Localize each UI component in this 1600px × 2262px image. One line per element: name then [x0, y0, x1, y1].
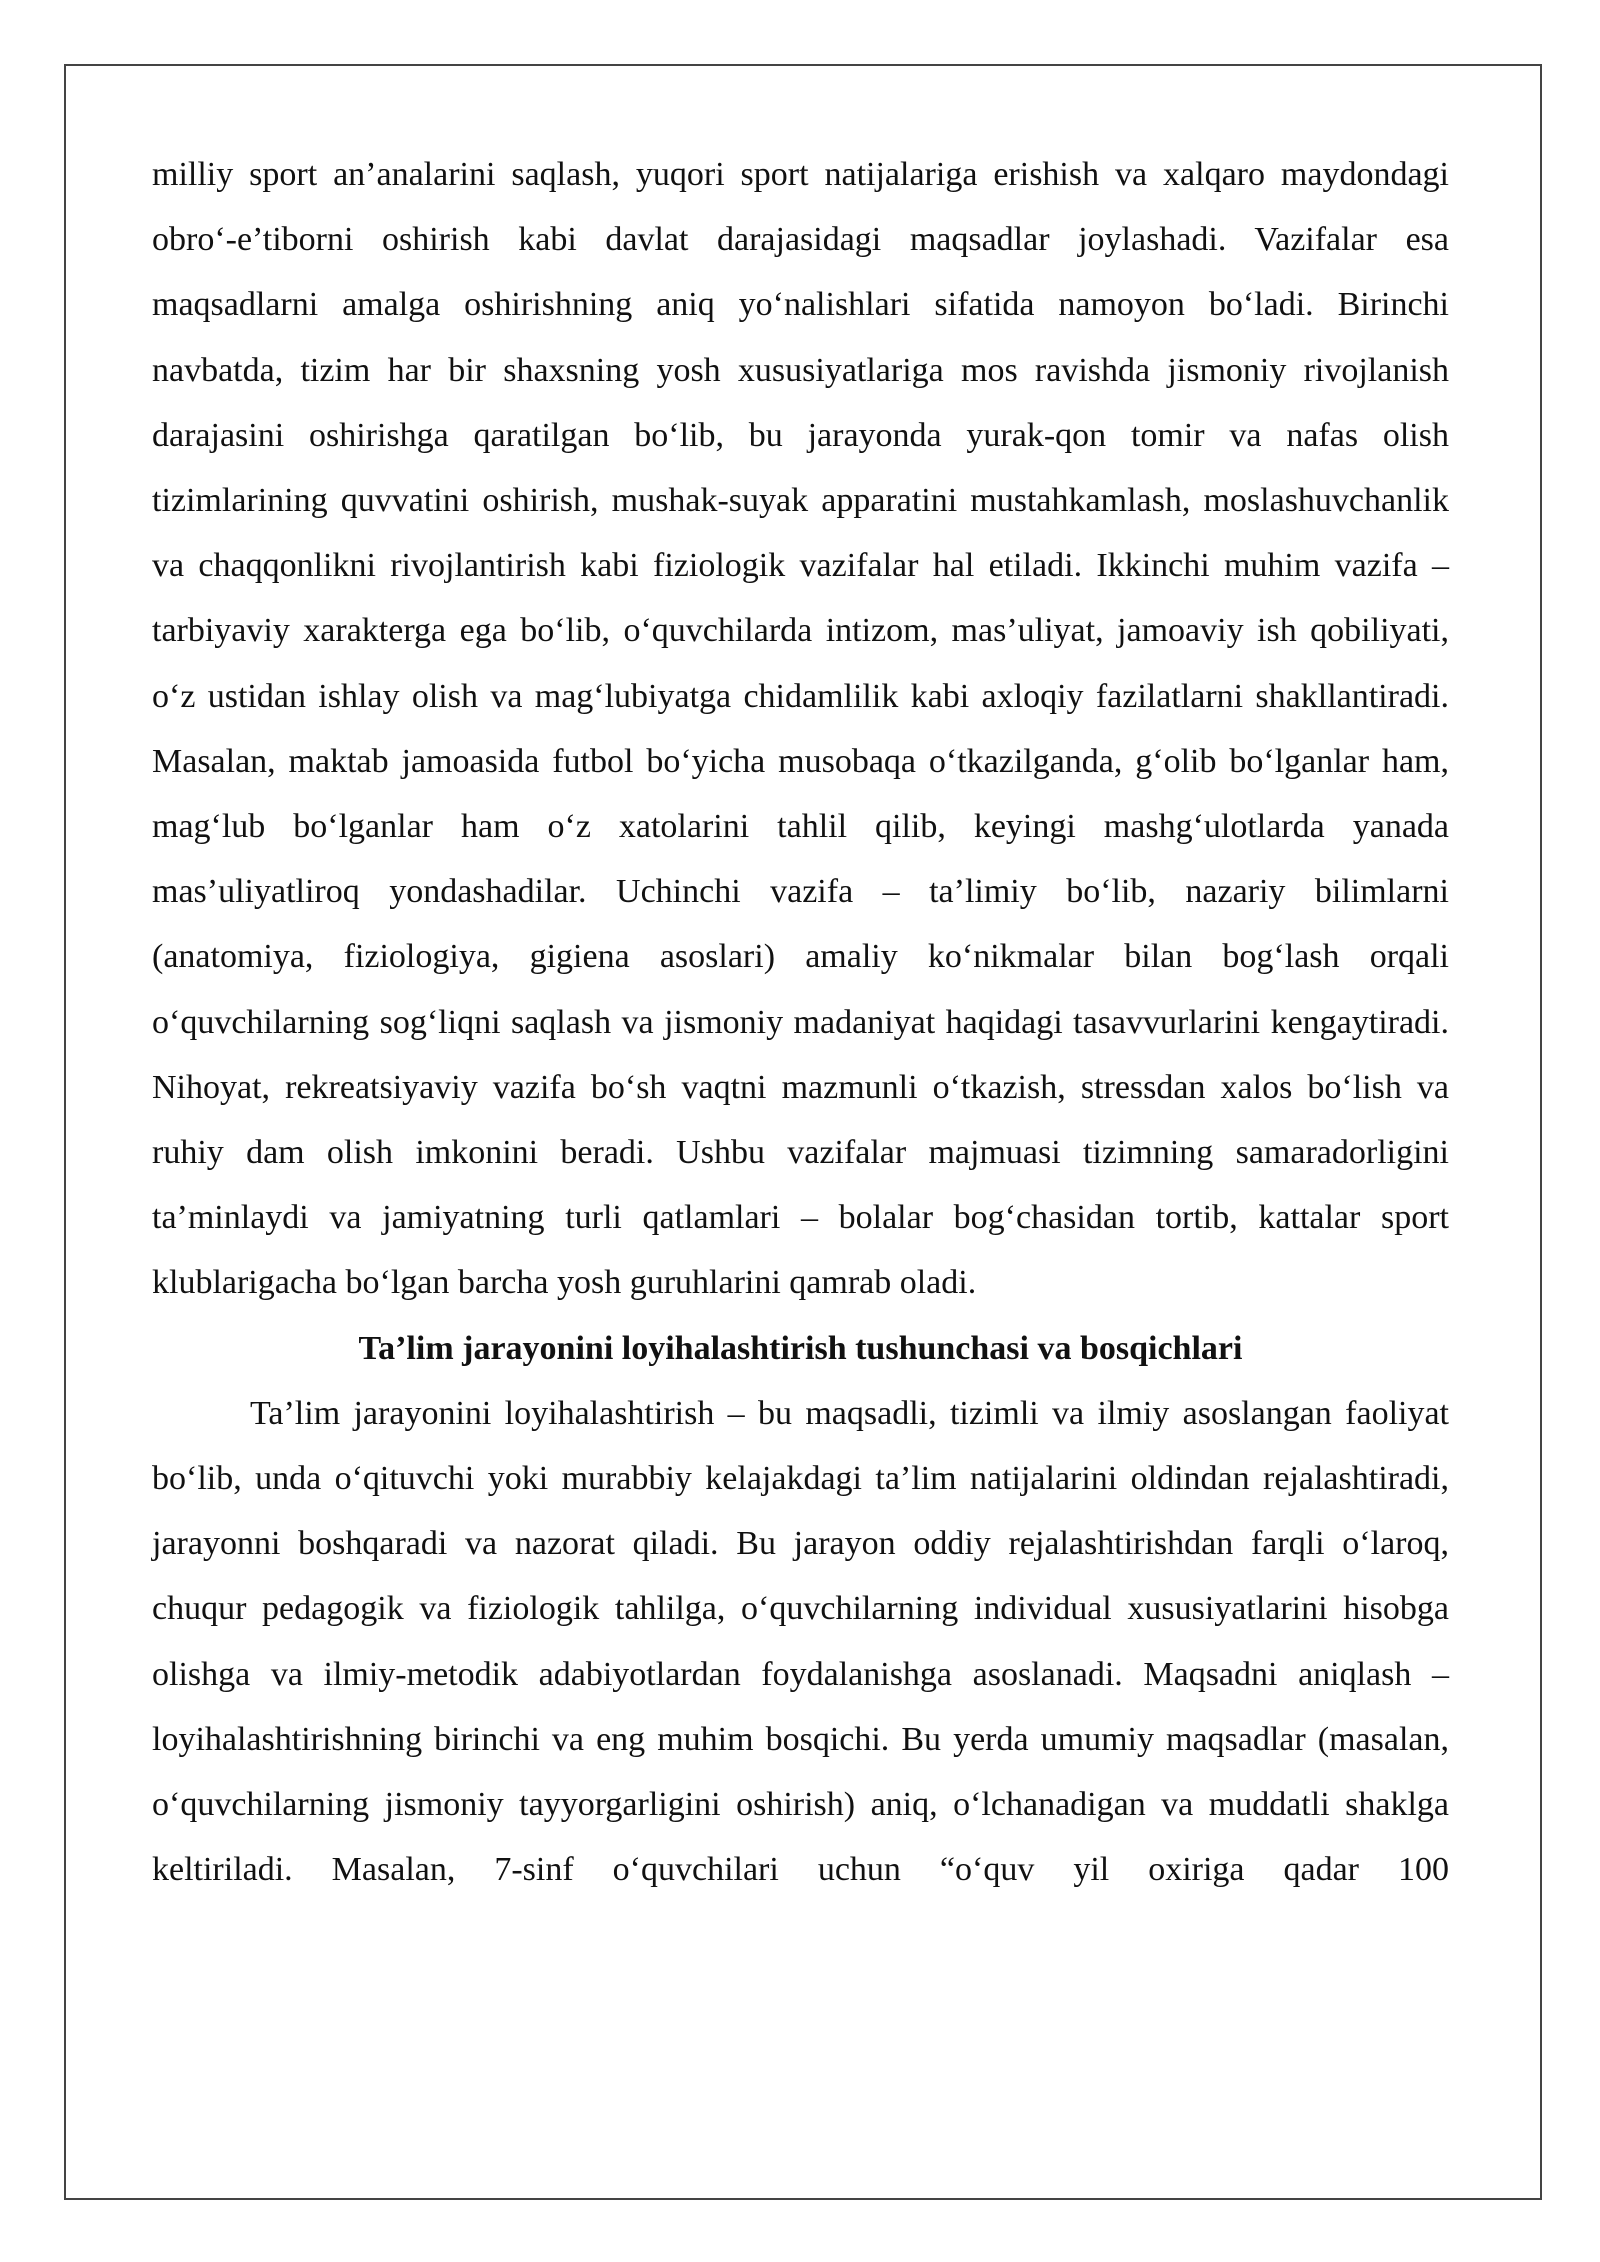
document-body	[152, 142, 1449, 1902]
body-paragraph-continued: milliy sport an’analarini saqlash, yuqori sport natijalariga erishish va xalqaro maydondagi obro‘-e’tiborni oshirish kabi davlat darajasidagi maqsadlar joylashadi. Vazifalar esa maqsadlarni amalga oshirishning aniq yo‘nalishlari sifatida namoyon bo‘ladi. Birinchi navbatda, tizim har bir shaxsning yosh xususiyatlariga mos ravishda jismoniy rivojlanish darajasini oshirishga qaratilgan bo‘lib, bu jarayonda yurak-qon tomir va nafas olish tizimlarining quvvatini oshirish, mushak-suyak apparatini mustahkamlash, moslashuvchanlik va chaqqonlikni rivojlantirish kabi fiziologik vazifalar hal etiladi. Ikkinchi muhim vazifa – tarbiyaviy xarakterga ega bo‘lib, o‘quvchilarda intizom, mas’uliyat, jamoaviy ish qobiliyati, o‘z ustidan ishlay olish va mag‘lubiyatga chidamlilik kabi axloqiy fazilatlarni shakllantiradi. Masalan, maktab jamoasida futbol bo‘yicha musobaqa o‘tkazilganda, g‘olib bo‘lganlar ham, mag‘lub bo‘lganlar ham o‘z xatolarini tahlil qilib, keyingi mashg‘ulotlarda yanada mas’uliyatliroq yondashadilar. Uchinchi vazifa – ta’limiy bo‘lib, nazariy bilimlarni (anatomiya, fiziologiya, gigiena asoslari) amaliy ko‘nikmalar bilan bog‘lash orqali o‘quvchilarning sog‘liqni saqlash va jismoniy madaniyat haqidagi tasavvurlarini kengaytiradi. Nihoyat, rekreatsiyaviy vazifa bo‘sh vaqtni mazmunli o‘tkazish, stressdan xalos bo‘lish va ruhiy dam olish imkonini beradi. Ushbu vazifalar majmuasi tizimning samaradorligini ta’minlaydi va jamiyatning turli qatlamlari – bolalar bog‘chasidan tortib, kattalar sport klublarigacha bo‘lgan barcha yosh guruhlarini qamrab oladi.	[152, 156, 1449, 1302]
body-paragraph: Ta’lim jarayonini loyihalashtirish – bu maqsadli, tizimli va ilmiy asoslangan faoliyat bo‘lib, unda o‘qituvchi yoki murabbiy kelajakdagi ta’lim natijalarini oldindan rejalashtiradi, jarayonni boshqaradi va nazorat qiladi. Bu jarayon oddiy rejalashtirishdan farqli o‘laroq, chuqur pedagogik va fiziologik tahlilga, o‘quvchilarning individual xususiyatlarini hisobga olishga va ilmiy-metodik adabiyotlardan foydalanishga asoslanadi. Maqsadni aniqlash – loyihalashtirishning birinchi va eng muhim bosqichi. Bu yerda umumiy maqsadlar (masalan, o‘quvchilarning jismoniy tayyorgarligini oshirish) aniq, o‘lchanadigan va muddatli shaklga keltiriladi. Masalan, 7-sinf o‘quvchilari uchun “o‘quv yil oxiriga qadar 100	[152, 1394, 1449, 1889]
section-heading: Ta’lim jarayonini loyihalashtirish tushunchasi va bosqichlari	[358, 1329, 1243, 1367]
